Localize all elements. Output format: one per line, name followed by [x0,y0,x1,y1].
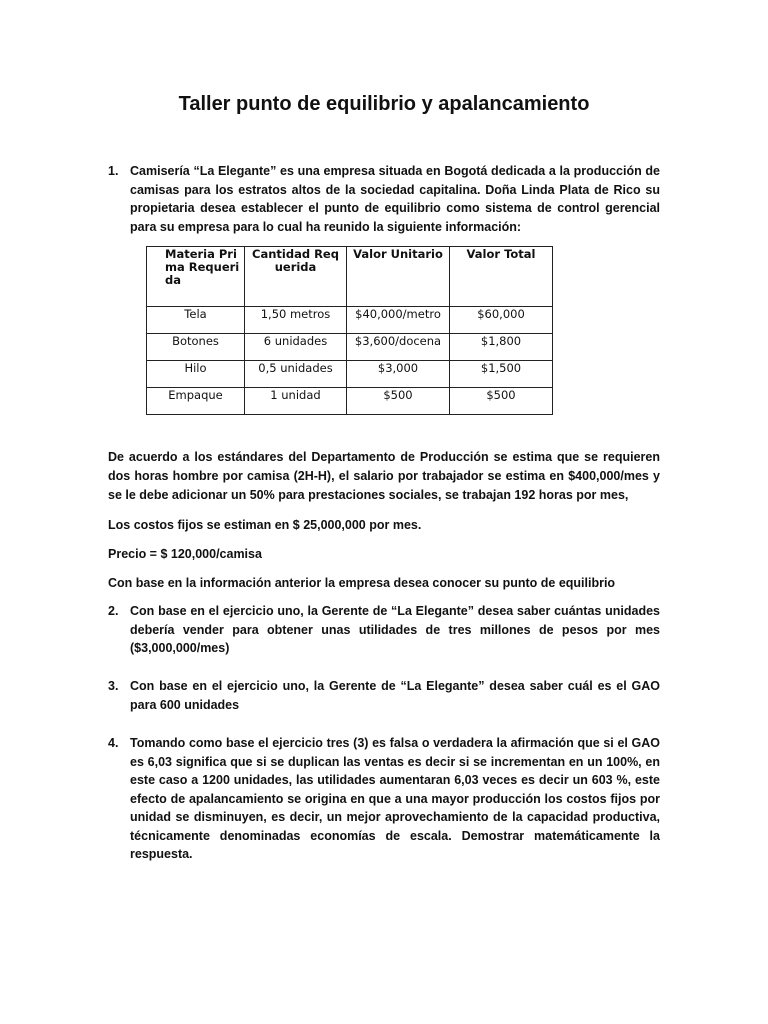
exercise-number: 3. [108,679,119,693]
table-row [147,307,553,334]
table-cell: $60,000 [450,307,553,334]
paragraph-question: Con base en la información anterior la empresa desea conocer su punto de equilibrio [108,576,616,590]
exercise-text: Con base en el ejercicio uno, la Gerente de “La Elegante” desea saber cuál es el GAO para 600 unidades [130,679,660,712]
table-cell: $3,000 [347,361,450,388]
exercise-4 [108,734,660,864]
table-cell: $500 [347,388,450,415]
table-cell: $500 [450,388,553,415]
table-cell: $1,500 [450,361,553,388]
exercise-number: 2. [108,604,119,618]
table-row [147,388,553,415]
paragraph-fixed-costs: Los costos fijos se estiman en $ 25,000,000 por mes. [108,518,422,532]
paragraph-price: Precio = $ 120,000/camisa [108,547,262,561]
table-row [147,361,553,388]
exercise-2 [108,602,660,658]
table-header-row [147,247,553,307]
table-cell: Tela [147,307,245,334]
table-header-cell: Valor Unitario [347,247,450,307]
exercise-text: Camisería “La Elegante” es una empresa situada en Bogotá dedicada a la producción de camisas para los estratos altos de la sociedad capitalina. Doña Linda Plata de Rico su propietaria desea establecer el punto de equilibrio como sistema de control gerencial para su empresa para lo cual ha reunido la siguiente información: [130,164,660,234]
table-cell: 1 unidad [245,388,347,415]
exercise-number: 4. [108,736,119,750]
table-cell: Botones [147,334,245,361]
table-cell: 0,5 unidades [245,361,347,388]
exercise-text: Tomando como base el ejercicio tres (3) es falsa o verdadera la afirmación que si el GAO es 6,03 significa que si se duplican las ventas es decir si se incrementan en un 100%, en este caso a 1200 unidades, las utilidades aumentaran 6,03 veces es decir un 603 %, este efecto de apalancamiento se origina en que a una mayor producción los costos fijos por unidad se disminuyen, es decir, un mejor aprovechamiento de la capacidad productiva, técnicamente denominadas economías de escala. Demostrar matemáticamente la respuesta. [130,736,660,861]
table-cell: Empaque [147,388,245,415]
table-cell: $1,800 [450,334,553,361]
table-cell: Hilo [147,361,245,388]
table-header-cell: Valor Total [450,247,553,307]
paragraph-standards: De acuerdo a los estándares del Departamento de Producción se estima que se requieren dos horas hombre por camisa (2H-H), el salario por trabajador se estima en $400,000/mes y se le debe adicionar un 50% para prestaciones sociales, se trabajan 192 horas por mes, [108,450,660,502]
exercise-text: Con base en el ejercicio uno, la Gerente de “La Elegante” desea saber cuántas unidades debería vender para obtener unas utilidades de tres millones de pesos por mes ($3,000,000/mes) [130,604,660,655]
table-cell: $40,000/metro [347,307,450,334]
document-title: Taller punto de equilibrio y apalancamiento [178,93,590,115]
table-header-cell: Cantidad Requerida [245,247,347,307]
table-cell: 6 unidades [245,334,347,361]
table-header-cell: Materia Prima Requerida [147,247,245,307]
materials-table [146,246,553,415]
exercise-1 [108,162,660,236]
table-row [147,334,553,361]
exercise-number: 1. [108,164,119,178]
table-cell: $3,600/docena [347,334,450,361]
exercise-3 [108,677,660,714]
table-cell: 1,50 metros [245,307,347,334]
